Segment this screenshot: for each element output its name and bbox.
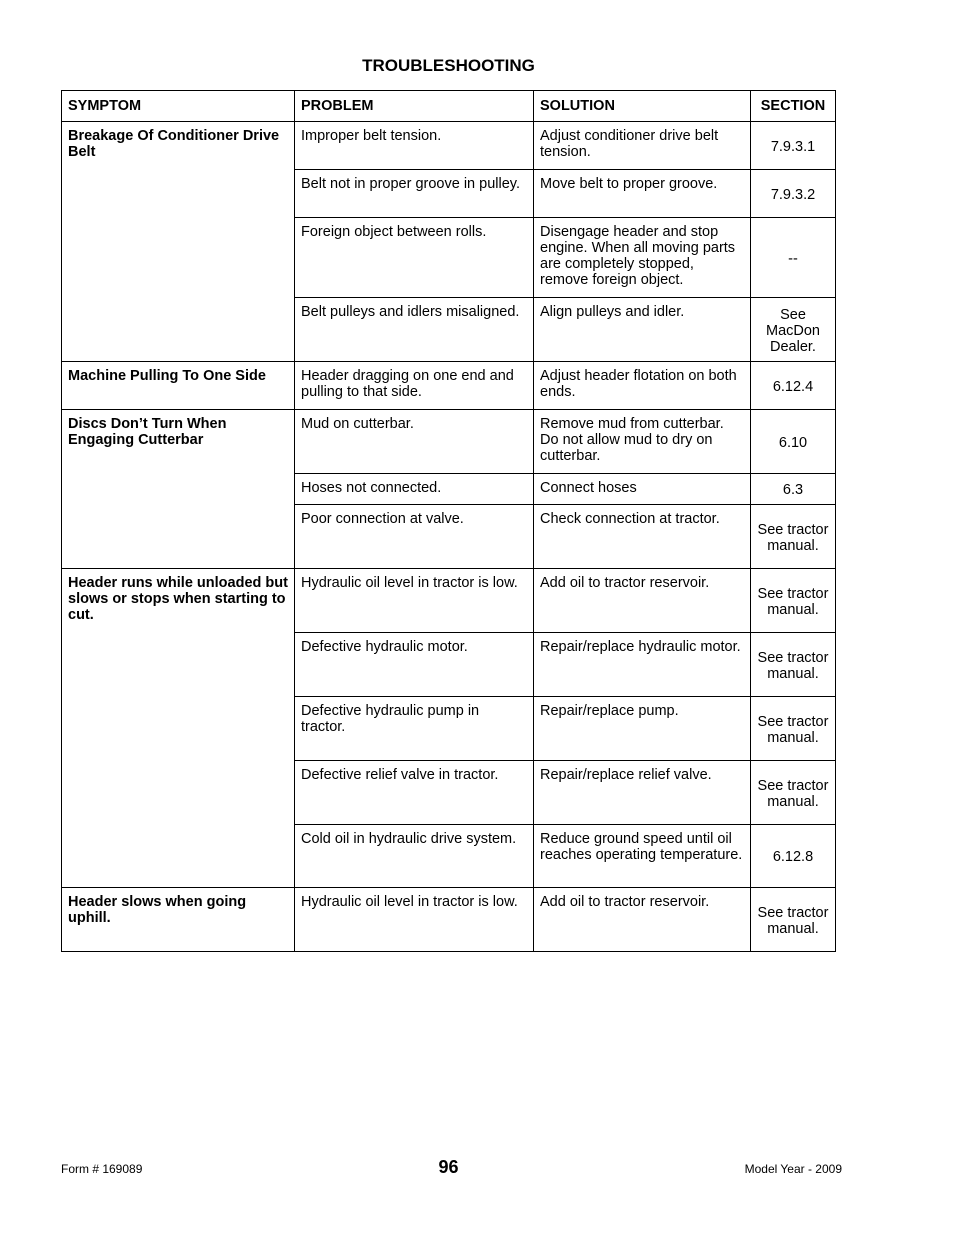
symptom-cell: Discs Don’t Turn When Engaging Cutterbar [62,410,295,569]
page-number: 96 [438,1157,459,1177]
table-row [62,888,836,952]
table-row [62,122,836,170]
section-cell: -- [751,218,836,298]
problem-cell: Belt not in proper groove in pulley. [295,170,534,218]
solution-cell: Repair/replace hydraulic motor. [534,633,751,697]
solution-cell: Add oil to tractor reservoir. [534,569,751,633]
table-header-row [62,91,836,122]
problem-cell: Foreign object between rolls. [295,218,534,298]
symptom-cell: Machine Pulling To One Side [62,362,295,410]
section-cell: 6.10 [751,410,836,474]
solution-cell: Reduce ground speed until oil reaches operating temperature. [534,825,751,888]
form-number: Form # 169089 [61,1162,143,1176]
section-cell: See MacDon Dealer. [751,298,836,362]
table-row [62,569,836,633]
solution-cell: Connect hoses [534,474,751,505]
problem-cell: Defective hydraulic motor. [295,633,534,697]
header-section: SECTION [751,91,836,122]
solution-cell: Add oil to tractor reservoir. [534,888,751,952]
solution-cell: Check connection at tractor. [534,505,751,569]
problem-cell: Mud on cutterbar. [295,410,534,474]
solution-cell: Adjust header flotation on both ends. [534,362,751,410]
solution-cell: Repair/replace pump. [534,697,751,761]
header-symptom: SYMPTOM [62,91,295,122]
solution-cell: Adjust conditioner drive belt tension. [534,122,751,170]
section-cell: 7.9.3.2 [751,170,836,218]
section-cell: See tractor manual. [751,761,836,825]
problem-cell: Belt pulleys and idlers misaligned. [295,298,534,362]
section-cell: See tractor manual. [751,697,836,761]
table-row [62,410,836,474]
section-cell: See tractor manual. [751,505,836,569]
table-row [62,362,836,410]
problem-cell: Defective relief valve in tractor. [295,761,534,825]
problem-cell: Header dragging on one end and pulling to that side. [295,362,534,410]
section-cell: 6.12.8 [751,825,836,888]
problem-cell: Cold oil in hydraulic drive system. [295,825,534,888]
solution-cell: Repair/replace relief valve. [534,761,751,825]
problem-cell: Hoses not connected. [295,474,534,505]
problem-cell: Improper belt tension. [295,122,534,170]
section-cell: 6.3 [751,474,836,505]
symptom-cell: Header runs while unloaded but slows or stops when starting to cut. [62,569,295,888]
solution-cell: Remove mud from cutterbar. Do not allow mud to dry on cutterbar. [534,410,751,474]
section-cell: See tractor manual. [751,888,836,952]
problem-cell: Poor connection at valve. [295,505,534,569]
symptom-cell: Header slows when going uphill. [62,888,295,952]
problem-cell: Hydraulic oil level in tractor is low. [295,888,534,952]
section-cell: 6.12.4 [751,362,836,410]
section-cell: See tractor manual. [751,569,836,633]
troubleshooting-table [61,90,836,952]
problem-cell: Defective hydraulic pump in tractor. [295,697,534,761]
solution-cell: Align pulleys and idler. [534,298,751,362]
solution-cell: Disengage header and stop engine. When all moving parts are completely stopped, remove foreign object. [534,218,751,298]
section-cell: See tractor manual. [751,633,836,697]
header-problem: PROBLEM [295,91,534,122]
page-title: TROUBLESHOOTING [362,56,535,75]
header-solution: SOLUTION [534,91,751,122]
symptom-cell: Breakage Of Conditioner Drive Belt [62,122,295,362]
section-cell: 7.9.3.1 [751,122,836,170]
problem-cell: Hydraulic oil level in tractor is low. [295,569,534,633]
solution-cell: Move belt to proper groove. [534,170,751,218]
model-year: Model Year - 2009 [744,1162,842,1176]
